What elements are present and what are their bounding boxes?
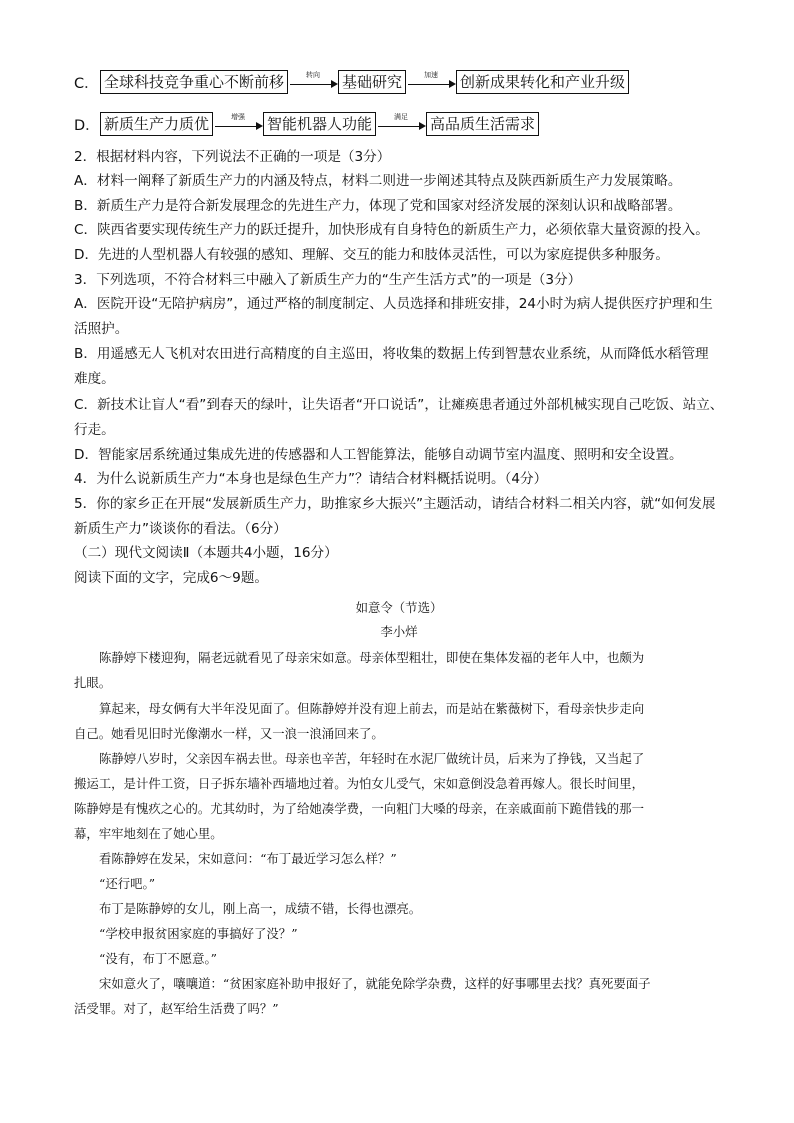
story-paragraph-cont: 陈静婷是有愧疚之心的。尤其幼时，为了给她凑学费，一向粗门大嗓的母亲，在亲戚面前下跪借钱的那一 xyxy=(74,801,644,816)
question-3-option-c: C．新技术让盲人“看”到春天的绿叶，让失语者“开口说话”，让瘫痪患者通过外部机械实现自己吃饭、站立、 xyxy=(74,397,724,413)
question-3-option-a-cont: 活照护。 xyxy=(74,321,129,337)
flow-arrow xyxy=(288,71,338,93)
arrow-label: 满足 xyxy=(394,113,409,121)
flow-box: 新质生产力质优 xyxy=(100,112,213,136)
story-paragraph: 陈静婷八岁时，父亲因车祸去世。母亲也辛苦，年轻时在水泥厂做统计员，后来为了挣钱，又当起了 xyxy=(99,751,645,766)
arrow-right-icon xyxy=(449,80,456,88)
story-title: 如意令（节选） xyxy=(355,600,443,615)
question-2-option-a: A．材料一阐释了新质生产力的内涵及特点，材料二则进一步阐述其特点及陕西新质生产力发展策略。 xyxy=(74,173,682,189)
story-paragraph: 算起来，母女俩有大半年没见面了。但陈静婷并没有迎上前去，而是站在紫薇树下，看母亲快步走向 xyxy=(99,701,645,716)
flow-option-c xyxy=(74,69,629,95)
arrow-label: 加速 xyxy=(424,71,439,79)
question-4: 4．为什么说新质生产力“本身也是绿色生产力”？请结合材料概括说明。（4分） xyxy=(74,471,548,487)
arrow-label: 转向 xyxy=(306,71,321,79)
story-paragraph: 宋如意火了，嚷嚷道：“贫困家庭补助申报好了，就能免除学杂费，这样的好事哪里去找？真死要面子 xyxy=(99,976,651,991)
question-2-option-c: C．陕西省要实现传统生产力的跃迁提升，加快形成有自身特色的新质生产力，必须依靠大量资源的投入。 xyxy=(74,222,709,238)
flow-arrow xyxy=(376,113,426,135)
option-letter: D． xyxy=(74,117,100,134)
section-instruction: 阅读下面的文字，完成6～9题。 xyxy=(74,570,269,586)
flow-box: 高品质生活需求 xyxy=(426,112,539,136)
question-3-option-b-cont: 难度。 xyxy=(74,371,115,387)
question-2-option-b: B．新质生产力是符合新发展理念的先进生产力，体现了党和国家对经济发展的深刻认识和战略部署。 xyxy=(74,198,682,214)
story-paragraph: 布丁是陈静婷的女儿，刚上高一，成绩不错，长得也漂亮。 xyxy=(99,901,422,916)
question-2-option-d: D．先进的人型机器人有较强的感知、理解、交互的能力和肢体灵活性，可以为家庭提供多种服务。 xyxy=(74,247,669,263)
question-3-option-d: D．智能家居系统通过集成先进的传感器和人工智能算法，能够自动调节室内温度、照明和安全设置。 xyxy=(74,447,683,463)
story-paragraph-cont: 自己。她看见旧时光像潮水一样，又一浪一浪涌回来了。 xyxy=(74,726,384,741)
story-author: 李小烊 xyxy=(380,624,418,639)
flow-box: 全球科技竞争重心不断前移 xyxy=(100,70,288,94)
question-3-option-c-cont: 行走。 xyxy=(74,422,115,438)
arrow-right-icon xyxy=(331,80,338,88)
option-letter: C． xyxy=(74,75,99,92)
flow-option-d xyxy=(74,111,539,137)
arrow-right-icon xyxy=(256,122,263,130)
story-paragraph-cont: 幕，牢牢地刻在了她心里。 xyxy=(74,826,223,841)
story-paragraph: 陈静婷下楼迎狗，隔老远就看见了母亲宋如意。母亲体型粗壮，即使在集体发福的老年人中，也颇为 xyxy=(99,650,645,665)
flow-arrow xyxy=(406,71,456,93)
question-5: 5．你的家乡正在开展“发展新质生产力，助推家乡大振兴”主题活动，请结合材料二相关内容，就“如何发展 xyxy=(74,496,716,512)
story-paragraph: 看陈静婷在发呆，宋如意问：“布丁最近学习怎么样？” xyxy=(99,851,397,866)
question-3-option-a: A．医院开设“无陪护病房”，通过严格的制度制定、人员选择和排班安排，24小时为病人提供医疗护理和生 xyxy=(74,296,713,312)
question-2-stem: 2．根据材料内容，下列说法不正确的一项是（3分） xyxy=(74,149,391,165)
section-heading: （二）现代文阅读Ⅱ（本题共4小题，16分） xyxy=(74,545,338,561)
arrow-right-icon xyxy=(419,122,426,130)
story-paragraph-cont: 扎眼。 xyxy=(74,675,112,690)
story-paragraph-cont: 活受罪。对了，赵军给生活费了吗？” xyxy=(74,1001,279,1016)
arrow-label: 增强 xyxy=(231,113,246,121)
flow-box: 基础研究 xyxy=(338,70,406,94)
flow-box: 智能机器人功能 xyxy=(263,112,376,136)
story-paragraph-cont: 搬运工，是计件工资，日子拆东墙补西墙地过着。为怕女儿受气，宋如意倒没急着再嫁人。很长时间里， xyxy=(74,776,644,791)
question-5-cont: 新质生产力”谈谈你的看法。（6分） xyxy=(74,521,287,537)
question-3-stem: 3．下列选项，不符合材料三中融入了新质生产力的“生产生活方式”的一项是（3分） xyxy=(74,272,582,288)
story-paragraph: “没有，布丁不愿意。” xyxy=(99,951,217,966)
story-paragraph: “还行吧。” xyxy=(99,876,156,891)
flow-arrow xyxy=(213,113,263,135)
story-paragraph: “学校申报贫困家庭的事搞好了没？” xyxy=(99,926,298,941)
question-3-option-b: B．用遥感无人飞机对农田进行高精度的自主巡田，将收集的数据上传到智慧农业系统，从而降低水稻管理 xyxy=(74,346,709,362)
flow-box: 创新成果转化和产业升级 xyxy=(456,70,629,94)
